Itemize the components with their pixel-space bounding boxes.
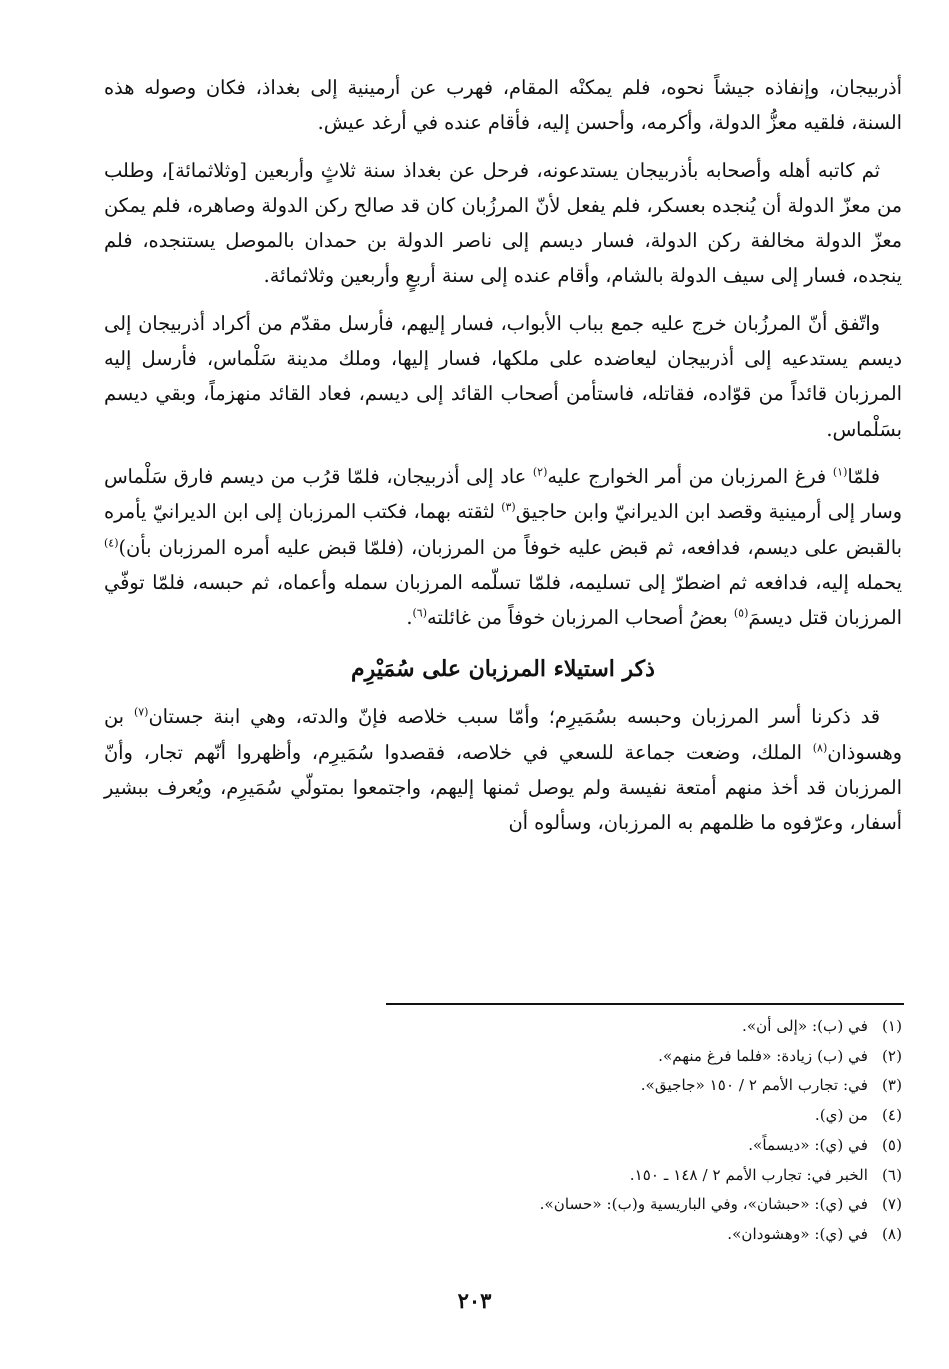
text-run: بن وهسوذان <box>104 705 902 764</box>
footnote-number: (٦) <box>881 1165 902 1184</box>
paragraph-3: واتّفق أنّ المرزُبان خرج عليه جمع بباب الأبواب، فسار إليهم، فأرسل مقدّم من أكراد أذربيجان إلى ديسم يستدعيه إلى أذربيجان ليعاضده على ملكها، فسار إليها، وملك مدينة سَلْماس، فأرسل إليه المرزبان قائداً من قوّاده، فقاتله، فاستأمن أصحاب القائد إلى ديسم، فعاد القائد منهزماً، وبقي ديسم بسَلْماس. <box>104 311 902 441</box>
paragraph-2: ثم كاتبه أهله وأصحابه بأذربيجان يستدعونه، فرحل عن بغداذ سنة ثلاثٍ وأربعين [وثلاثمائة]، وطلب من معزّ الدولة أن يُنجده بعسكر، فلم يفعل لأنّ المرزُبان كان قد صالح ركن الدولة وصاهره، فلم يمكن معزّ الدولة مخالفة ركن الدولة، فسار ديسم إلى ناصر الدولة بن حمدان بالموصل يستنجده، فلم ينجده، فسار إلى سيف الدولة بالشام، وأقام عنده إلى سنة أربعٍ وأربعين وثلاثمائة. <box>104 158 902 288</box>
footnote-ref-6: (٦) <box>412 606 428 620</box>
footnote-number: (٣) <box>881 1076 902 1095</box>
footnote-text: في (ي): «حبشان»، وفي الباريسية و(ب): «حسان». <box>539 1195 868 1214</box>
text-run: يحمله إليه، فدافعه ثم اضطرّ إلى تسليمه، فلمّا تسلّمه المرزبان سمله وأعماه، ثم حبسه، فلمّا توفّي المرزبان قتل ديسمَ <box>104 570 902 630</box>
footnote-number: (٨) <box>881 1224 902 1243</box>
footnote-1 <box>440 1012 902 1042</box>
paragraph-5 <box>104 699 902 840</box>
text-run: عاد إلى أذربيجان، فلمّا قرُب من ديسم فارق سَلْماس وسار إلى أرمينية وقصد ابن الديرانيّ وابن حاجيق <box>104 464 902 524</box>
footnote-text: في (ب): «إلى أن». <box>742 1017 868 1035</box>
footnote-8 <box>440 1220 902 1250</box>
footnote-number: (٤) <box>881 1106 902 1125</box>
paragraph-1: أذربيجان، وإنفاذه جيشاً نحوه، فلم يمكنْه المقام، فهرب عن أرمينية إلى بغداذ، فكان وصوله هذه السنة، فلقيه معزُّ الدولة، وأكرمه، وأحسن إليه، فأقام عنده في أرغد عيش. <box>104 76 902 135</box>
footnote-text: في (ي): «ديسماً». <box>748 1135 868 1154</box>
footnote-6 <box>440 1161 902 1191</box>
footnote-ref-2: (٢) <box>532 465 548 479</box>
footnote-text: في: تجارب الأمم ٢ / ١٥٠ «جاجيق». <box>640 1076 868 1095</box>
text-run: فرغ المرزبان من أمر الخوارج عليه <box>547 464 833 488</box>
text-run: قد ذكرنا أسر المرزبان وحبسه بسُمَيرِم؛ وأمّا سبب خلاصه فإنّ والدته، وهي ابنة جستان <box>148 705 880 729</box>
footnote-text: الخبر في: تجارب الأمم ٢ / ١٤٨ ـ ١٥٠. <box>629 1165 868 1184</box>
text-run: . <box>406 606 413 630</box>
footnote-ref-7: (٧) <box>133 706 149 720</box>
footnote-2 <box>440 1042 902 1072</box>
text-run: لثقته بهما، فكتب المرزبان إلى ابن الديرانيّ يأمره بالقبض على ديسم، فدافعه، ثم قبض عليه خوفاً من المرزبان، (فلمّا قبض عليه أمره المرزبان بأن) <box>104 500 902 559</box>
footnote-ref-5: (٥) <box>733 606 749 620</box>
footnote-number: (٥) <box>881 1135 902 1154</box>
section-heading: ذكر استيلاء المرزبان على سُمَيْرِم <box>351 656 655 683</box>
footnote-3 <box>440 1071 902 1101</box>
page-number: ٢٠٣ <box>457 1288 492 1313</box>
footnote-4 <box>440 1101 902 1131</box>
footnote-text: من (ي). <box>814 1106 868 1125</box>
footnotes <box>440 1012 902 1250</box>
footnote-ref-8: (٨) <box>812 741 828 755</box>
text-run: الملك، وضعت جماعة للسعي في خلاصه، فقصدوا سُمَيرِم، وأظهروا أنّهم تجار، وأنّ المرزبان قد أخذ منهم أمتعة نفيسة ولم يوصل ثمنها إليهم، واجتمعوا بمتولّي سُمَيرِم، ويُعرف ببشير أسفار، وعرّفوه ما ظلمهم به المرزبان، وسألوه أن <box>104 740 902 835</box>
footnote-5 <box>440 1131 902 1161</box>
text-run: بعضُ أصحاب المرزبان خوفاً من غائلته <box>427 606 734 630</box>
footnote-7 <box>440 1190 902 1220</box>
main-text <box>104 70 902 841</box>
text-run: فلمّا <box>847 464 880 488</box>
footnote-number: (١) <box>881 1017 902 1035</box>
footnote-ref-3: (٣) <box>501 500 516 514</box>
footnote-text: في (ي): «وهشودان». <box>727 1224 868 1243</box>
footnote-ref-1: (١) <box>832 465 848 479</box>
footnote-number: (٢) <box>881 1046 902 1065</box>
footnote-text: في (ب) زيادة: «فلما فرغ منهم». <box>658 1046 868 1065</box>
footnote-number: (٧) <box>881 1195 902 1214</box>
footnote-ref-4: (٤) <box>104 536 119 550</box>
paragraph-4 <box>104 459 902 635</box>
footnote-divider <box>386 1003 904 1005</box>
